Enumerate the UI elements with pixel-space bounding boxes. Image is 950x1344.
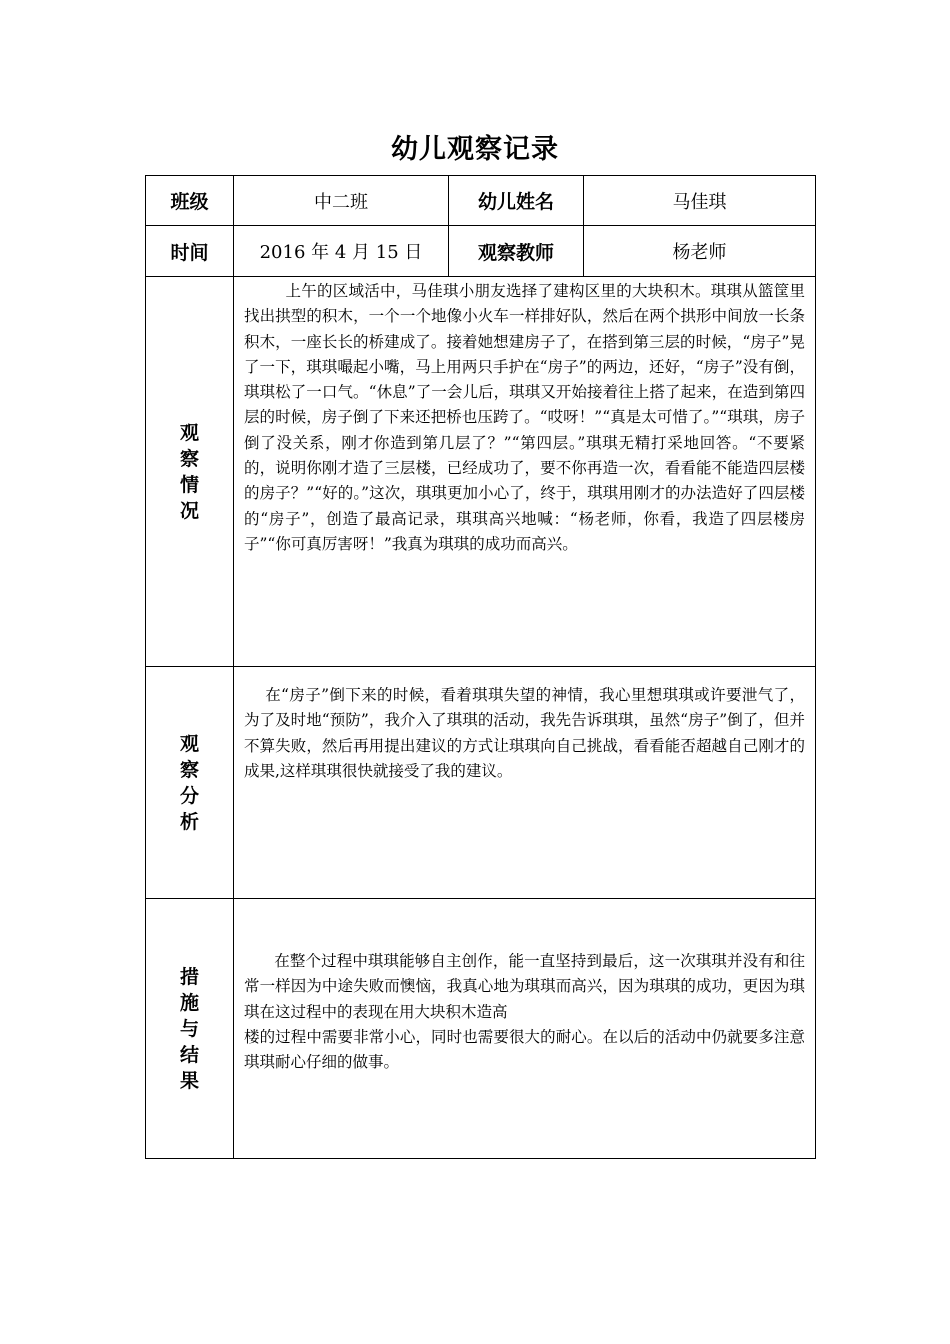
analysis-label: 观察分析 — [179, 732, 199, 833]
measures-content-cell — [234, 899, 816, 1159]
observation-label: 观察情况 — [179, 421, 199, 522]
table-row-observation — [146, 277, 816, 667]
analysis-content-cell — [234, 667, 816, 899]
analysis-label-cell — [146, 667, 234, 899]
time-value: 2016 年 4 月 15 日 — [234, 226, 449, 277]
class-value: 中二班 — [234, 176, 449, 226]
table-row-class — [146, 176, 816, 226]
measures-label-cell — [146, 899, 234, 1159]
observation-content-cell — [234, 277, 816, 667]
measures-label: 措施与结果 — [179, 965, 199, 1092]
child-name-label: 幼儿姓名 — [449, 176, 584, 226]
time-label: 时间 — [146, 226, 234, 277]
teacher-label: 观察教师 — [449, 226, 584, 277]
child-name-value: 马佳琪 — [584, 176, 816, 226]
table-row-analysis — [146, 667, 816, 899]
table-row-time — [146, 226, 816, 277]
teacher-value: 杨老师 — [584, 226, 816, 277]
measures-text: 在整个过程中琪琪能够自主创作，能一直坚持到最后，这一次琪琪并没有和往常一样因为中途失败而懊恼，我真心地为琪琪而高兴，因为琪琪的成功，更因为琪琪在这过程中的表现在用大块积木造高 楼的过程中需要非常小心，同时也需要很大的耐心。在以后的活动中仍就要多注意琪琪耐心仔细的做事。 — [244, 952, 805, 1072]
observation-label-cell — [146, 277, 234, 667]
class-label: 班级 — [146, 176, 234, 226]
page-title: 幼儿观察记录 — [391, 134, 559, 165]
observation-record-table — [145, 175, 816, 1159]
analysis-text: 在“房子”倒下来的时候，看着琪琪失望的神情，我心里想琪琪或许要泄气了，为了及时地“预防”，我介入了琪琪的活动，我先告诉琪琪，虽然“房子”倒了，但并不算失败，然后再用提出建议的方式让琪琪向自己挑战，看看能否超越自己刚才的成果,这样琪琪很快就接受了我的建议。 — [244, 686, 805, 780]
table-row-measures — [146, 899, 816, 1159]
observation-text: 上午的区域活中，马佳琪小朋友选择了建构区里的大块积木。琪琪从篮筐里找出拱型的积木，一个一个地像小火车一样排好队，然后在两个拱形中间放一长条积木，一座长长的桥建成了。接着她想建房子了，在搭到第三层的时候，“房子”晃了一下，琪琪嘬起小嘴，马上用两只手护在“房子”的两边，还好，“房子”没有倒，琪琪松了一口气。“休息”了一会儿后，琪琪又开始接着往上搭了起来，在造到第四层的时候，房子倒了下来还把桥也压跨了。“哎呀！”“真是太可惜了。”“琪琪，房子倒了没关系，刚才你造到第几层了？”“第四层。”琪琪无精打采地回答。“不要紧的，说明你刚才造了三层楼，已经成功了，要不你再造一次，看看能不能造四层楼的房子？”“好的。”这次，琪琪更加小心了，终于，琪琪用刚才的办法造好了四层楼的“房子”，创造了最高记录，琪琪高兴地喊：“杨老师，你看，我造了四层楼房子”“你可真厉害呀！”我真为琪琪的成功而高兴。 — [244, 282, 805, 553]
